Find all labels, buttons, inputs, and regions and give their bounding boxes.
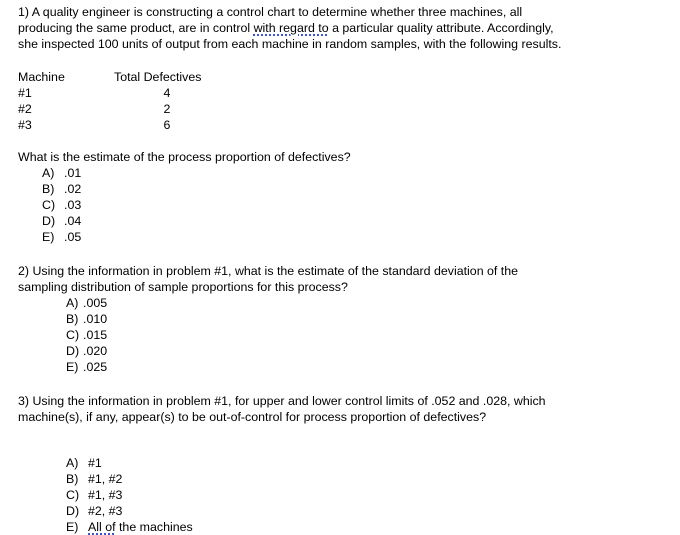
q2-line-2: sampling distribution of sample proportions for this process?	[18, 280, 348, 294]
option-text: .02	[64, 182, 82, 196]
option-letter: C)	[42, 198, 56, 212]
grammar-flag-all-of[interactable]: All of	[88, 520, 116, 534]
option-letter: A)	[66, 456, 79, 470]
option-letter: A)	[42, 166, 55, 180]
q1-options	[18, 165, 668, 245]
machine-cell: #2	[18, 102, 32, 116]
option-letter: B)	[66, 312, 79, 326]
q1-intro-line-2-a: producing the same product, are in control	[18, 21, 254, 35]
q2-options	[18, 295, 668, 375]
q3-line-2: machine(s), if any, appear(s) to be out-of-control for process proportion of defectives?	[18, 410, 487, 424]
option-letter: B)	[42, 182, 55, 196]
option-letter: B)	[66, 472, 79, 486]
option-text: .025	[83, 360, 108, 374]
q2-option-c	[66, 327, 668, 343]
option-text: #1	[88, 456, 102, 470]
question-1	[18, 4, 668, 245]
option-text: .005	[83, 296, 108, 310]
header-machine: Machine	[18, 70, 65, 84]
option-text: .015	[83, 328, 108, 342]
option-letter: C)	[66, 488, 80, 502]
q2-option-d	[66, 343, 668, 359]
option-text: #2, #3	[88, 504, 123, 518]
option-letter: A)	[66, 296, 79, 310]
q3-option-c	[66, 487, 668, 503]
option-letter: C)	[66, 328, 80, 342]
table-row	[18, 101, 668, 117]
q2-option-b	[66, 311, 668, 327]
option-letter: D)	[66, 344, 80, 358]
q1-intro-line-1: 1) A quality engineer is constructing a control chart to determine whether three machines, all	[18, 5, 523, 19]
option-text: .01	[64, 166, 82, 180]
question-3	[18, 393, 668, 535]
table-header-row	[18, 69, 668, 85]
q1-option-d	[42, 213, 668, 229]
option-letter: E)	[66, 520, 79, 534]
q2-option-a	[66, 295, 668, 311]
option-letter: E)	[66, 360, 79, 374]
grammar-flag-with-regard-to[interactable]: with regard to	[253, 21, 329, 35]
defectives-cell: 2	[163, 102, 171, 116]
header-total-defectives: Total Defectives	[114, 70, 202, 84]
q1-question: What is the estimate of the process proportion of defectives?	[18, 150, 351, 164]
table-row	[18, 85, 668, 101]
option-text: .04	[64, 214, 82, 228]
option-text: .03	[64, 198, 82, 212]
q3-option-a	[66, 455, 668, 471]
q1-option-a	[42, 165, 668, 181]
option-text: the machines	[115, 520, 193, 534]
q2-line-1: 2) Using the information in problem #1, what is the estimate of the standard deviation of the	[18, 264, 519, 278]
q3-options	[18, 455, 668, 535]
q3-line-1: 3) Using the information in problem #1, for upper and lower control limits of .052 and .028, which	[18, 394, 546, 408]
q1-option-b	[42, 181, 668, 197]
q3-option-d	[66, 503, 668, 519]
machine-cell: #3	[18, 118, 32, 132]
question-2	[18, 263, 668, 375]
option-text: #1, #2	[88, 472, 123, 486]
q3-option-b	[66, 471, 668, 487]
q3-option-e	[66, 519, 668, 535]
q1-intro-line-2-c: a particular quality attribute. Accordingly,	[328, 21, 554, 35]
machine-cell: #1	[18, 86, 32, 100]
option-text: #1, #3	[88, 488, 123, 502]
defectives-cell: 6	[163, 118, 171, 132]
option-letter: D)	[42, 214, 56, 228]
q1-intro-line-3: she inspected 100 units of output from each machine in random samples, with the following results.	[18, 37, 562, 51]
q1-option-c	[42, 197, 668, 213]
option-letter: E)	[42, 230, 55, 244]
q1-intro-line-2	[18, 20, 668, 36]
option-letter: D)	[66, 504, 80, 518]
q1-option-e	[42, 229, 668, 245]
defectives-cell: 4	[163, 86, 171, 100]
option-text: .020	[83, 344, 108, 358]
table-row	[18, 117, 668, 133]
defectives-table	[18, 69, 668, 133]
document	[18, 4, 668, 535]
q2-option-e	[66, 359, 668, 375]
option-text: .05	[64, 230, 82, 244]
option-text: .010	[83, 312, 108, 326]
